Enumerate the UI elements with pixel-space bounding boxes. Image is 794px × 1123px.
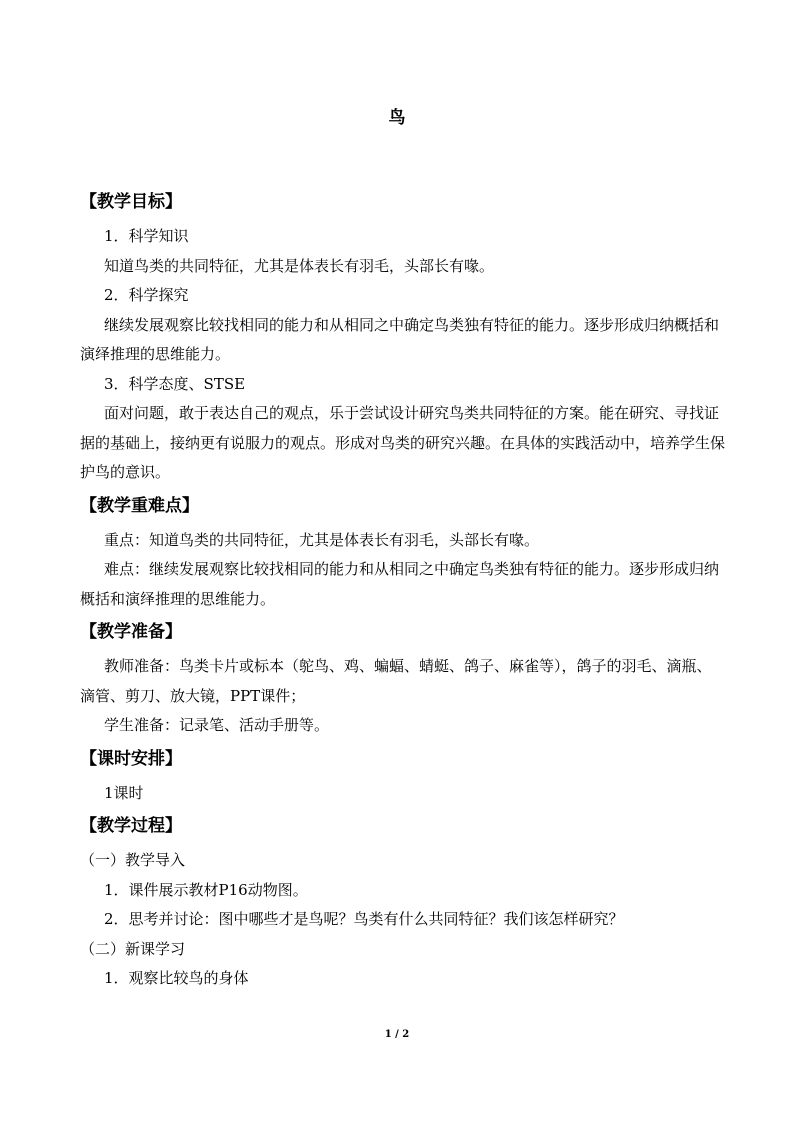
goal-3-text: 面对问题，敢于表达自己的观点，乐于尝试设计研究鸟类共同特征的方案。能在研究、寻找证据的基础上，接纳更有说服力的观点。形成对鸟类的研究兴趣。在具体的实践活动中，培养学生保护鸟的意识。: [80, 404, 726, 481]
key-point-focus: 重点：知道鸟类的共同特征，尤其是体表长有羽毛，头部长有喙。: [104, 530, 540, 549]
section-heading-goals: 【教学目标】: [80, 192, 182, 212]
section-heading-key-points: 【教学重难点】: [80, 495, 199, 516]
preparation-teacher: 教师准备：鸟类卡片或标本（鸵鸟、鸡、蝙蝠、蜻蜓、鸽子、麻雀等），鸽子的羽毛、滴瓶、滴管、剪刀、放大镜，PPT课件；: [80, 657, 712, 705]
document-body: [80, 190, 725, 994]
process-part-2-item-1: 1．观察比较鸟的身体: [104, 969, 249, 987]
page-number: 1 / 2: [384, 1029, 410, 1040]
process-part-1-item-1: 1．课件展示教材P16动物图。: [104, 880, 308, 899]
goal-3-title: 3．科学态度、STSE: [104, 374, 246, 393]
preparation-student: 学生准备：记录笔、活动手册等。: [104, 716, 330, 734]
key-point-difficulty: 难点：继续发展观察比较找相同的能力和从相同之中确定鸟类独有特征的能力。逐步形成归纳概括和演绎推理的思维能力。: [80, 560, 720, 608]
goal-2-title: 2．科学探究: [104, 286, 189, 304]
goal-1-text: 知道鸟类的共同特征，尤其是体表长有羽毛，头部长有喙。: [104, 256, 495, 275]
document-title: 鸟: [388, 108, 406, 128]
goal-2-text: 继续发展观察比较找相同的能力和从相同之中确定鸟类独有特征的能力。逐步形成归纳概括和演绎推理的思维能力。: [80, 315, 720, 363]
process-part-1-item-2: 2．思考并讨论：图中哪些才是鸟呢？鸟类有什么共同特征？我们该怎样研究？: [104, 910, 624, 928]
section-heading-preparation: 【教学准备】: [80, 622, 182, 642]
section-heading-schedule: 【课时安排】: [80, 748, 182, 769]
schedule-text: 1课时: [104, 783, 144, 802]
process-part-1-title: （一）教学导入: [80, 851, 186, 869]
section-heading-process: 【教学过程】: [80, 816, 182, 836]
goal-1-title: 1．科学知识: [104, 227, 189, 245]
process-part-2-title: （二）新课学习: [80, 939, 186, 958]
